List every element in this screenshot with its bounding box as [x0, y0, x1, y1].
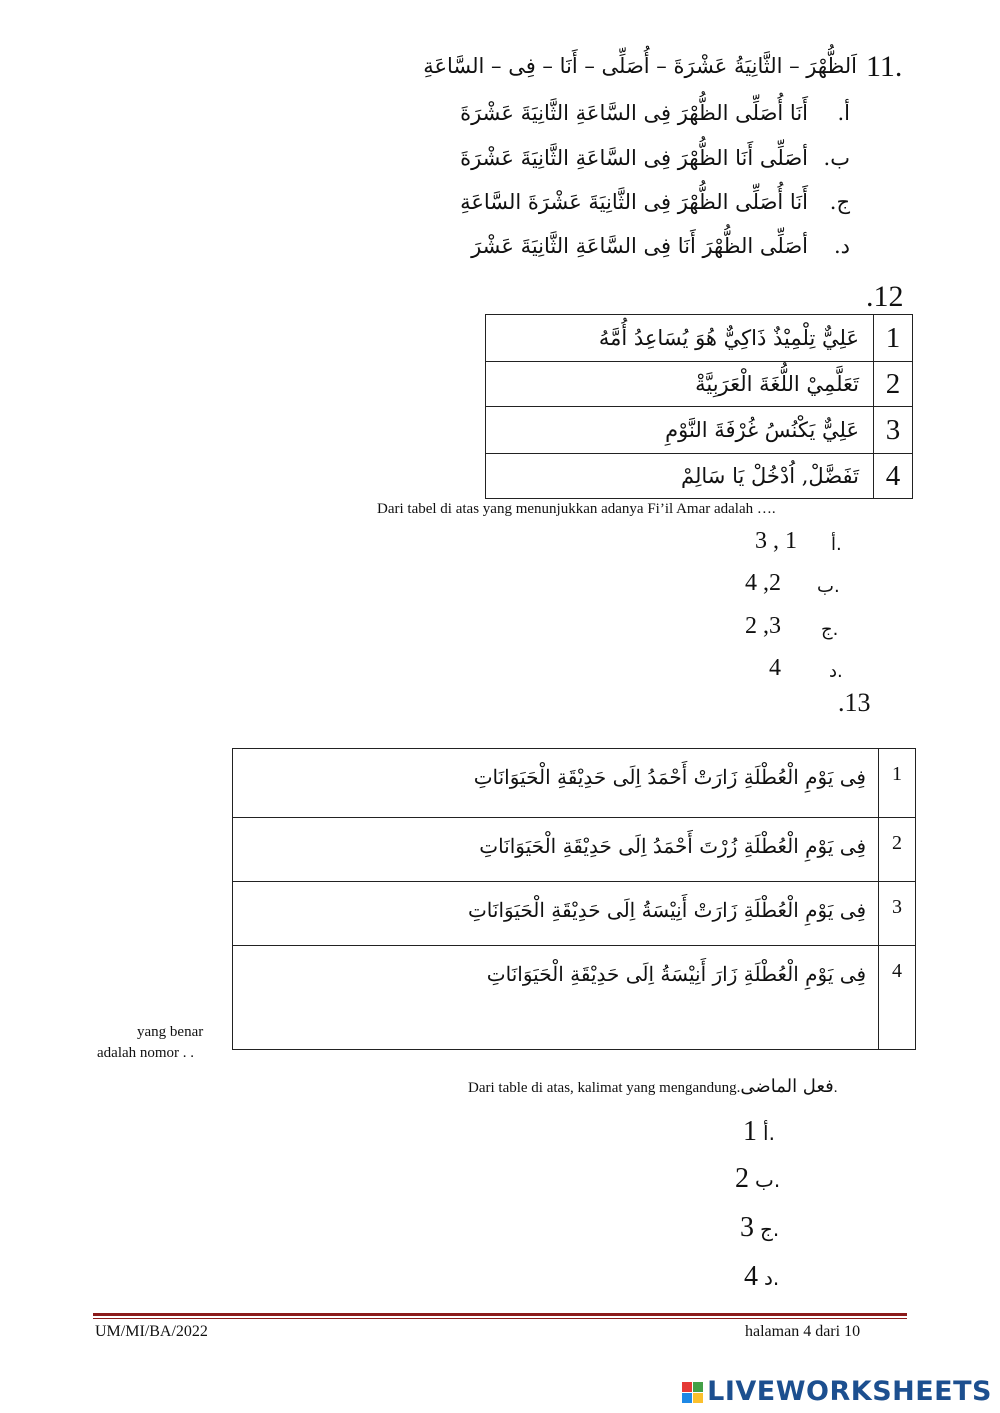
answer-value: 1: [743, 1116, 757, 1147]
brand-icon: [682, 1382, 704, 1404]
table-row: [486, 362, 913, 407]
footer-code: UM/MI/BA/2022: [95, 1323, 208, 1340]
table-cell-text: تَفَضَّلْ, اُدْخُلْ يَا سَالِمْ: [486, 454, 874, 499]
q13-answer-d[interactable]: [744, 1261, 779, 1293]
prompt-latin: Dari table di atas, kalimat yang mengandung.: [468, 1080, 741, 1096]
table-cell-text: تَعَلَّمِيْ اللُّغَةَ الْعَرَبِيَّةْ: [486, 362, 874, 407]
question-11-stem: اَلظُّهْرَ – الثَّانِيَةُ عَشْرَةَ – أُصَلِّى – أَنَا – فِى – السَّاعَةِ: [423, 54, 857, 78]
q11-option-a[interactable]: [460, 101, 850, 125]
table-row: [233, 749, 916, 818]
table-row: [486, 407, 913, 454]
option-text: أصَلِّى أَنَا الظُّهْرَ فِى السَّاعَةِ الثَّانِيَةَ عَشْرَةَ: [460, 146, 808, 170]
q12-answer-c[interactable]: [745, 613, 839, 640]
option-text: أَنَا أُصَلِّى الظُّهْرَ فِى السَّاعَةِ الثَّانِيَةَ عَشْرَةَ: [460, 101, 808, 125]
option-text: أصَلِّى الظُّهْرَ أَنَا فِى السَّاعَةِ الثَّانِيَةَ عَشْرَ: [471, 234, 808, 258]
q13-answer-c[interactable]: [740, 1212, 779, 1244]
liveworksheets-logo: [682, 1376, 992, 1407]
answer-value: 4: [744, 1261, 758, 1292]
footer-divider: [93, 1313, 907, 1316]
answer-value: 2 ,3: [745, 613, 781, 639]
table-row: [486, 315, 913, 362]
q12-answer-a[interactable]: [755, 528, 842, 555]
question-12-table: [485, 314, 913, 499]
table-cell-text: فِى يَوْمِ الْعُطْلَةِ زَارَتْ أَحْمَدُ اِلَى حَدِيْقَةِ الْحَيَوَانَاتِ: [233, 749, 879, 818]
footer-page-number: halaman 4 dari 10: [745, 1323, 861, 1340]
question-13-side-note: yang benar: [137, 1024, 204, 1040]
table-cell-text: فِى يَوْمِ الْعُطْلَةِ زَارَتْ أَنِيْسَةُ اِلَى حَدِيْقَةِ الْحَيَوَانَاتِ: [233, 882, 879, 946]
answer-letter: أ.: [831, 534, 842, 555]
table-cell-number: 4: [879, 946, 916, 1050]
prompt-end: .: [833, 1080, 838, 1096]
table-row: [233, 818, 916, 882]
answer-value: 2: [735, 1163, 749, 1194]
table-cell-text: فِى يَوْمِ الْعُطْلَةِ زُرْتَ أَحْمَدُ اِلَى حَدِيْقَةِ الْحَيَوَانَاتِ: [233, 818, 879, 882]
question-13-prompt: [468, 1076, 837, 1097]
question-11-number: 11.: [866, 50, 903, 83]
answer-value: 3 , 1: [755, 528, 797, 554]
answer-letter: د.: [764, 1266, 780, 1290]
option-text: أَنَا أُصَلِّى الظُّهْرَ فِى الثَّانِيَةَ عَشْرَةَ السَّاعَةِ: [460, 190, 808, 214]
answer-value: 4: [769, 655, 781, 681]
table-cell-number: 4: [874, 454, 913, 499]
question-13-number: .13: [838, 688, 871, 717]
table-cell-number: 1: [874, 315, 913, 362]
table-cell-number: 2: [879, 818, 916, 882]
answer-letter: د.: [829, 661, 843, 682]
table-cell-number: 3: [874, 407, 913, 454]
table-row: [233, 882, 916, 946]
table-cell-text: عَلِيٌّ يَكْنُسُ غُرْفَةَ النَّوْمِ: [486, 407, 874, 454]
table-cell-text: فِى يَوْمِ الْعُطْلَةِ زَارَ أَنِيْسَةُ اِلَى حَدِيْقَةِ الْحَيَوَانَاتِ: [233, 946, 879, 1050]
answer-value: 4 ,2: [745, 570, 781, 596]
table-cell-text: عَلِيٌّ تِلْمِيْذٌ ذَاكِيٌّ هُوَ يُسَاعِدُ أُمَّهُ: [486, 315, 874, 362]
q11-option-c[interactable]: [460, 190, 850, 214]
option-letter: ج.: [829, 190, 850, 214]
option-letter: ب.: [823, 146, 850, 170]
q12-answer-b[interactable]: [745, 570, 840, 597]
answer-letter: ج.: [760, 1217, 780, 1241]
table-row: [486, 454, 913, 499]
question-13-table: [232, 748, 916, 1050]
answer-letter: ج.: [821, 619, 839, 640]
answer-letter: أ.: [763, 1121, 775, 1145]
footer-divider: [93, 1318, 907, 1319]
q13-answer-b[interactable]: [735, 1163, 780, 1195]
question-13-side-note: adalah nomor . .: [97, 1045, 195, 1061]
q11-option-d[interactable]: [471, 234, 850, 258]
q13-answer-a[interactable]: [743, 1116, 775, 1148]
table-row: [233, 946, 916, 1050]
option-letter: أ.: [837, 101, 850, 125]
table-cell-number: 2: [874, 362, 913, 407]
answer-letter: ب.: [817, 576, 840, 597]
option-letter: د.: [833, 234, 850, 258]
answer-value: 3: [740, 1212, 754, 1243]
question-12-number: .12: [866, 280, 904, 313]
table-cell-number: 3: [879, 882, 916, 946]
answer-letter: ب.: [755, 1168, 781, 1192]
prompt-arabic: فعل الماضى: [740, 1076, 834, 1097]
q11-option-b[interactable]: [460, 146, 850, 170]
q12-answer-d[interactable]: [769, 655, 843, 682]
question-12-prompt: Dari tabel di atas yang menunjukkan adanya Fi’il Amar adalah ….: [377, 501, 776, 517]
table-cell-number: 1: [879, 749, 916, 818]
brand-name: LIVEWORKSHEETS: [707, 1376, 992, 1407]
